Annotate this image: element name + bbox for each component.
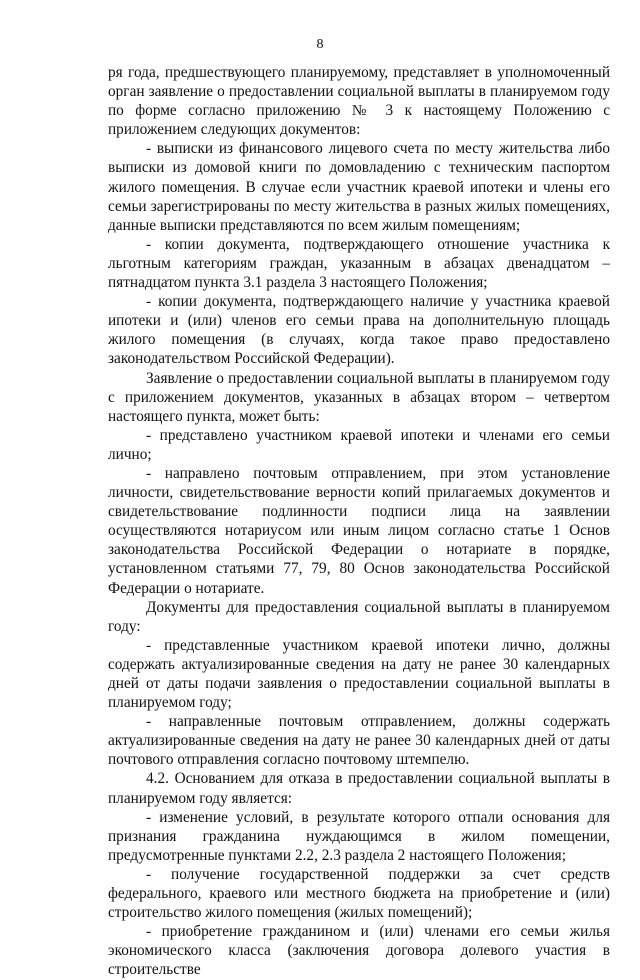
list-item-conditions-changed: - изменение условий, в результате которого отпали основания для признания гражданина нуждающимся в жилом помещении, предусмотренные пунктами 2.2, 2.3 раздела 2 настоящего Положения; xyxy=(108,808,610,864)
page-number: 8 xyxy=(316,37,324,52)
document-body xyxy=(108,63,610,980)
list-item-finance-account-extract: - выписки из финансового лицевого счета по месту жительства либо выписки из домовой книги по домовладению с техническим паспортом жилого помещения. В случае если участник краевой ипотеки и члены его семьи зарегистрированы по месту жительства в разных жилых помещениях, данные выписки представляются по всем жилым помещениям; xyxy=(108,140,610,234)
paragraph-documents-requirements: Документы для предоставления социальной выплаты в планируемом году: xyxy=(108,598,610,635)
list-item-additional-area-document: - копии документа, подтверждающего наличие у участника краевой ипотеки и (или) членов его семьи права на дополнительную площадь жилого помещения (в случаях, когда такое право предоставлено законодательством Российской Федерации). xyxy=(108,293,610,368)
list-item-preferential-category-document: - копии документа, подтверждающего отношение участника к льготным категориям граждан, указанным в абзацах двенадцатом – пятнадцатом пункта 3.1 раздела 3 настоящего Положения; xyxy=(108,235,610,292)
list-item-economy-housing-acquired: - приобретение гражданином и (или) членами его семьи жилья экономического класса (заключения договора долевого участия в строительстве xyxy=(108,923,610,979)
list-item-in-person-requirements: - представленные участником краевой ипотеки лично, должны содержать актуализированные сведения на дату не ранее 30 календарных дней от даты подачи заявления о предоставлении социальной выплаты в планируемом году; xyxy=(108,636,610,712)
paragraph-application-submission: Заявление о предоставлении социальной выплаты в планируемом году с приложением документов, указанных в абзацах втором – четвертом настоящего пункта, может быть: xyxy=(108,369,610,425)
list-item-submitted-in-person: - представлено участником краевой ипотеки и членами его семьи лично; xyxy=(108,426,610,463)
list-item-sent-by-post: - направлено почтовым отправлением, при этом установление личности, свидетельствование верности копий прилагаемых документов и свидетельствование подлинности подписи лица на заявлении осуществляются нотариусом или иным лицом согласно статье 1 Основ законодательства Российской Федерации о нотариате в порядке, установленном статьями 77, 79, 80 Основ законодательства Российской Федерации о нотариате. xyxy=(108,464,610,597)
list-item-postal-requirements: - направленные почтовым отправлением, должны содержать актуализированные сведения на дату не ранее 30 календарных дней от даты почтового отправления согласно почтовому штемпелю. xyxy=(108,713,610,769)
paragraph-section-4-2: 4.2. Основанием для отказа в предоставлении социальной выплаты в планируемом году является: xyxy=(108,770,610,807)
list-item-state-support-received: - получение государственной поддержки за счет средств федерального, краевого или местного бюджета на приобретение и (или) строительство жилого помещения (жилых помещений); xyxy=(108,865,610,922)
paragraph-continuation: ря года, предшествующего планируемому, представляет в уполномоченный орган заявление о предоставлении социальной выплаты в планируемом году по форме согласно приложению № 3 к настоящему Положению с приложением следующих документов: xyxy=(108,64,610,139)
